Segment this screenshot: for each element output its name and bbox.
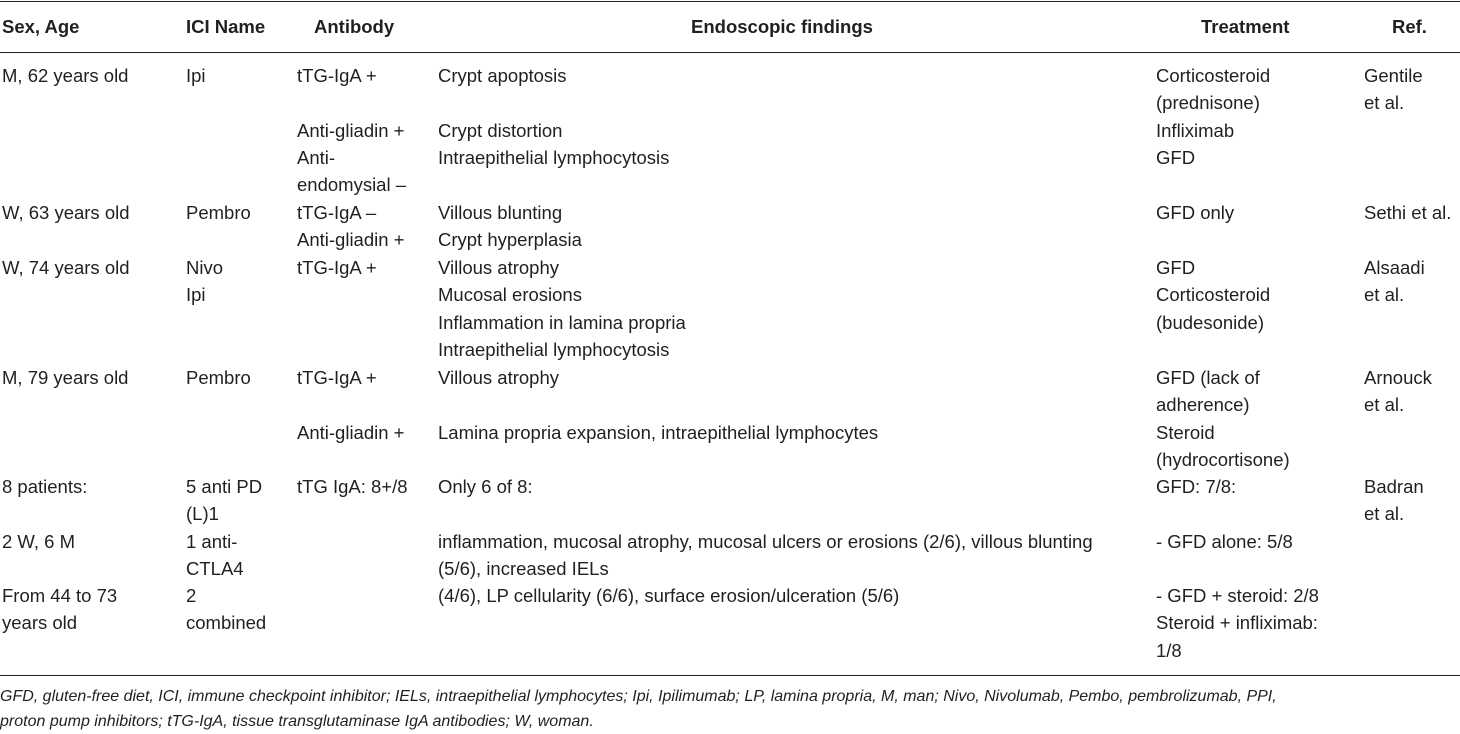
cell-line: et al. (1364, 394, 1405, 416)
treatment-cell (1156, 473, 1319, 664)
header-ici-name: ICI Name (186, 16, 266, 37)
antibody-cell (297, 473, 408, 500)
cell-line: tTG-IgA + (297, 65, 377, 86)
cell-line: Corticosteroid (1156, 65, 1271, 86)
header-rule (0, 52, 1460, 53)
cell-line: (5/6), increased IELs (438, 557, 609, 579)
endoscopic-findings-cell (438, 364, 878, 446)
bottom-rule (0, 675, 1460, 676)
cell-line: (L)1 (186, 503, 219, 525)
cell-line: Nivo (186, 257, 224, 278)
treatment-cell (1156, 254, 1270, 336)
sex-age-cell (2, 62, 128, 89)
cell-line: 2 (186, 585, 197, 607)
ref-cell (1364, 199, 1451, 226)
cell-line: W, 63 years old (2, 202, 130, 223)
cell-line: years old (2, 612, 78, 634)
cell-line: Alsaadi (1364, 257, 1425, 278)
cell-line: Gentile (1364, 65, 1423, 86)
antibody-cell (297, 199, 404, 254)
cell-line (2, 555, 117, 582)
cell-line: Lamina propria expansion, intraepithelial lymphocytes (438, 421, 879, 443)
top-rule (0, 1, 1460, 2)
antibody-cell (297, 254, 377, 281)
cell-line: GFD (lack of (1156, 367, 1260, 388)
cell-line: GFD: 7/8: (1156, 476, 1237, 497)
cell-line: Badran (1364, 476, 1424, 497)
cell-line (438, 500, 1093, 527)
cell-line (438, 391, 878, 418)
header-ref: Ref. (1392, 16, 1427, 37)
cell-line: Villous atrophy (438, 257, 560, 278)
treatment-cell (1156, 199, 1234, 226)
cell-line: Ipi (186, 65, 206, 86)
cell-line: (budesonide) (1156, 311, 1264, 333)
cell-line (297, 89, 406, 116)
cell-line: Pembro (186, 202, 251, 223)
cell-line: combined (186, 612, 267, 634)
cell-line: Ipi (186, 284, 206, 306)
cell-line: Villous blunting (438, 202, 563, 223)
cell-line: Anti-gliadin + (297, 119, 405, 141)
cell-line: - GFD alone: 5/8 (1156, 530, 1293, 552)
cell-line: et al. (1364, 284, 1405, 306)
cell-line: Mucosal erosions (438, 284, 582, 306)
cell-line: (4/6), LP cellularity (6/6), surface erosion/ulceration (5/6) (438, 585, 900, 607)
cell-line: CTLA4 (186, 557, 244, 579)
header-sex-age: Sex, Age (2, 16, 80, 37)
cell-line (1156, 500, 1319, 527)
cell-line (2, 500, 117, 527)
endoscopic-findings-cell (438, 254, 686, 363)
cell-line: et al. (1364, 503, 1405, 525)
cell-line: - GFD + steroid: 2/8 (1156, 585, 1319, 607)
cell-line: GFD (1156, 257, 1196, 278)
cell-line: adherence) (1156, 394, 1250, 416)
cell-line: GFD (1156, 146, 1196, 168)
cell-line: Crypt distortion (438, 119, 563, 141)
cell-line: Steroid (1156, 421, 1215, 443)
footnote-line-2: proton pump inhibitors; tTG-IgA, tissue transglutaminase IgA antibodies; W, woman. (0, 713, 594, 730)
cell-line: 1 anti- (186, 530, 238, 552)
cell-line (438, 89, 669, 116)
cell-line: tTG-IgA + (297, 367, 377, 388)
cell-line: Pembro (186, 367, 251, 388)
ici-name-cell (186, 254, 223, 309)
ici-name-cell (186, 364, 251, 391)
cell-line: Inflammation in lamina propria (438, 311, 686, 333)
cell-line: From 44 to 73 (2, 585, 118, 607)
cell-line: Arnouck (1364, 367, 1432, 388)
cell-line: W, 74 years old (2, 257, 130, 278)
cell-line: Villous atrophy (438, 367, 560, 388)
sex-age-cell (2, 473, 117, 637)
ref-cell (1364, 254, 1425, 309)
header-endoscopic-findings: Endoscopic findings (691, 16, 873, 37)
header-treatment: Treatment (1201, 16, 1290, 37)
sex-age-cell (2, 364, 128, 391)
cell-line (1156, 555, 1319, 582)
cell-line: tTG-IgA – (297, 202, 377, 223)
cell-line: Corticosteroid (1156, 284, 1271, 306)
cell-line: Anti-gliadin + (297, 421, 405, 443)
cell-line: Only 6 of 8: (438, 476, 533, 497)
ici-name-cell (186, 473, 266, 637)
cell-line: Crypt hyperplasia (438, 229, 582, 251)
treatment-cell (1156, 62, 1270, 171)
cell-line: Infliximab (1156, 119, 1235, 141)
ici-name-cell (186, 62, 206, 89)
cell-line: (hydrocortisone) (1156, 448, 1290, 470)
footnote-line-1: GFD, gluten-free diet, ICI, immune checkpoint inhibitor; IELs, intraepithelial lymphocytes; Ipi, Ipilimumab; LP, lamina propria, M, man; Nivo, Nivolumab, Pembo, pembrolizumab, PPI, (0, 688, 1277, 705)
cell-line: Anti-gliadin + (297, 229, 405, 251)
cell-line: Steroid + infliximab: (1156, 612, 1318, 634)
cell-line: Crypt apoptosis (438, 65, 567, 86)
cell-line: inflammation, mucosal atrophy, mucosal ulcers or erosions (2/6), villous blunting (438, 530, 1093, 552)
ici-name-cell (186, 199, 251, 226)
sex-age-cell (2, 254, 130, 281)
cell-line: tTG-IgA + (297, 257, 377, 278)
cell-line: M, 79 years old (2, 367, 129, 388)
sex-age-cell (2, 199, 130, 226)
ref-cell (1364, 62, 1423, 117)
cell-line: Intraepithelial lymphocytosis (438, 338, 670, 360)
cell-line: 2 W, 6 M (2, 530, 75, 552)
cell-line: (prednisone) (1156, 92, 1260, 114)
endoscopic-findings-cell (438, 473, 1093, 609)
antibody-cell (297, 62, 406, 198)
cell-line (297, 391, 404, 418)
cell-line: tTG IgA: 8+/8 (297, 476, 408, 497)
ref-cell (1364, 473, 1424, 528)
treatment-cell (1156, 364, 1290, 473)
cell-line: GFD only (1156, 202, 1235, 223)
cell-line: M, 62 years old (2, 65, 129, 86)
cell-line: 1/8 (1156, 639, 1182, 661)
cell-line: Anti- (297, 146, 336, 168)
cell-line: Intraepithelial lymphocytosis (438, 146, 670, 168)
endoscopic-findings-cell (438, 62, 669, 171)
ref-cell (1364, 364, 1432, 419)
header-antibody: Antibody (314, 16, 395, 37)
cell-line: endomysial – (297, 174, 407, 196)
cell-line: Sethi et al. (1364, 202, 1452, 223)
endoscopic-findings-cell (438, 199, 582, 254)
antibody-cell (297, 364, 404, 446)
cell-line: 5 anti PD (186, 476, 263, 497)
cell-line: 8 patients: (2, 476, 88, 497)
cell-line: et al. (1364, 92, 1405, 114)
